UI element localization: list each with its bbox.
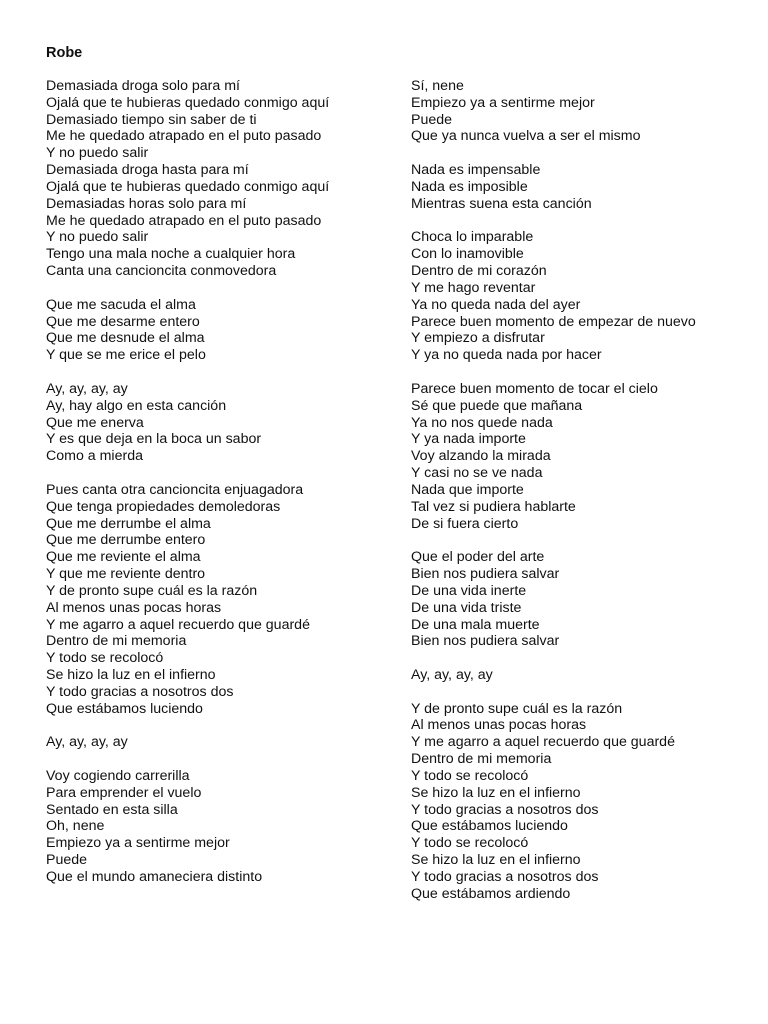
lyric-line: Nada es imposible <box>411 178 528 195</box>
stanza-left-2 <box>46 297 386 364</box>
lyric-line: Voy cogiendo carrerilla <box>46 767 190 784</box>
lyric-line: Con lo inamovible <box>411 246 524 263</box>
lyric-line: Y todo se recolocó <box>46 650 164 667</box>
lyric-line: Y que me reviente dentro <box>46 566 206 583</box>
lyric-line: Ay, ay, ay, ay <box>411 666 493 683</box>
lyric-line: Que el poder del arte <box>411 549 545 566</box>
lyric-line: Y ya no queda nada por hacer <box>411 347 602 364</box>
lyric-line: Canta una cancioncita conmovedora <box>46 263 277 280</box>
lyric-line: Y todo gracias a nosotros dos <box>46 683 234 700</box>
lyric-line: Ay, hay algo en esta canción <box>46 397 227 414</box>
stanza-left-6 <box>46 768 386 886</box>
stanza-right-2 <box>411 162 751 212</box>
lyric-line: Y no puedo salir <box>46 229 149 246</box>
lyric-line: Se hizo la luz en el infierno <box>411 852 581 869</box>
lyric-line: Ya no queda nada del ayer <box>411 296 581 313</box>
lyric-line: Me he quedado atrapado en el puto pasado <box>46 128 322 145</box>
lyric-line: Que me sacuda el alma <box>46 296 196 313</box>
lyric-line: Que me reviente el alma <box>46 549 201 566</box>
lyrics-column-left <box>46 78 386 903</box>
lyric-line: De si fuera cierto <box>411 515 519 532</box>
lyric-line: Que me desarme entero <box>46 313 200 330</box>
lyric-line: Que me derrumbe entero <box>46 532 206 549</box>
lyric-line: Y todo se recolocó <box>411 767 529 784</box>
lyric-line: Empiezo ya a sentirme mejor <box>46 835 230 852</box>
lyric-line: Ay, ay, ay, ay <box>46 734 128 751</box>
lyric-line: Al menos unas pocas horas <box>411 717 587 734</box>
lyric-line: Que me derrumbe el alma <box>46 515 211 532</box>
stanza-right-3 <box>411 229 751 364</box>
lyric-line: De una vida triste <box>411 599 522 616</box>
lyric-line: Nada que importe <box>411 481 524 498</box>
stanza-right-5 <box>411 549 751 650</box>
lyric-line: Y me agarro a aquel recuerdo que guardé <box>46 616 310 633</box>
stanza-right-7 <box>411 701 751 903</box>
lyric-line: Dentro de mi corazón <box>411 263 547 280</box>
lyric-line: Y me agarro a aquel recuerdo que guardé <box>411 734 675 751</box>
lyric-line: Parece buen momento de empezar de nuevo <box>411 313 696 330</box>
lyric-line: Demasiadas horas solo para mí <box>46 195 247 212</box>
lyric-line: Y que se me erice el pelo <box>46 347 206 364</box>
lyric-line: Que tenga propiedades demoledoras <box>46 498 281 515</box>
stanza-left-5 <box>46 734 386 751</box>
lyric-line: Y todo se recolocó <box>411 835 529 852</box>
lyric-line: Se hizo la luz en el infierno <box>46 666 216 683</box>
lyric-line: Que estábamos luciendo <box>411 818 568 835</box>
lyric-line: Al menos unas pocas horas <box>46 599 222 616</box>
lyric-line: Puede <box>411 111 453 128</box>
lyric-line: Tal vez si pudiera hablarte <box>411 498 576 515</box>
lyric-line: Sé que puede que mañana <box>411 397 583 414</box>
lyric-line: Sí, nene <box>411 78 464 94</box>
lyric-line: Empiezo ya a sentirme mejor <box>411 94 595 111</box>
lyric-line: Pues canta otra cancioncita enjuagadora <box>46 481 304 498</box>
stanza-right-1 <box>411 78 751 145</box>
lyric-line: Me he quedado atrapado en el puto pasado <box>46 212 322 229</box>
lyric-line: Que me desnude el alma <box>46 330 205 347</box>
lyrics-column-right <box>411 78 751 919</box>
stanza-left-4 <box>46 482 386 718</box>
lyric-line: Demasiada droga hasta para mí <box>46 162 249 179</box>
stanza-right-6 <box>411 667 751 684</box>
lyric-line: De una mala muerte <box>411 616 540 633</box>
lyric-line: Y de pronto supe cuál es la razón <box>46 582 258 599</box>
lyric-line: De una vida inerte <box>411 582 527 599</box>
lyric-line: Ojalá que te hubieras quedado conmigo aquí <box>46 94 330 111</box>
lyric-line: Choca lo imparable <box>411 229 534 246</box>
lyric-line: Que el mundo amaneciera distinto <box>46 868 263 885</box>
lyric-line: Y todo gracias a nosotros dos <box>411 868 599 885</box>
lyric-line: Ay, ay, ay, ay <box>46 380 128 397</box>
lyric-line: Dentro de mi memoria <box>46 633 187 650</box>
stanza-right-4 <box>411 381 751 532</box>
lyric-line: Nada es impensable <box>411 162 541 179</box>
lyric-line: Demasiada droga solo para mí <box>46 78 240 94</box>
lyric-line: Como a mierda <box>46 448 143 465</box>
lyric-line: Bien nos pudiera salvar <box>411 566 560 583</box>
lyric-line: Tengo una mala noche a cualquier hora <box>46 246 296 263</box>
song-title: Robe <box>46 45 83 61</box>
lyric-line: Oh, nene <box>46 818 105 835</box>
lyric-line: Y me hago reventar <box>411 279 536 296</box>
lyric-line: Sentado en esta silla <box>46 801 178 818</box>
stanza-left-3 <box>46 381 386 465</box>
lyric-line: Puede <box>46 852 88 869</box>
lyric-line: Que estábamos ardiendo <box>411 885 571 902</box>
lyric-line: Mientras suena esta canción <box>411 195 592 212</box>
lyric-line: Y ya nada importe <box>411 431 526 448</box>
lyric-line: Y es que deja en la boca un sabor <box>46 431 262 448</box>
lyric-line: Parece buen momento de tocar el cielo <box>411 380 658 397</box>
lyric-line: Dentro de mi memoria <box>411 751 552 768</box>
lyric-line: Voy alzando la mirada <box>411 448 551 465</box>
lyric-line: Bien nos pudiera salvar <box>411 633 560 650</box>
lyric-line: Y de pronto supe cuál es la razón <box>411 700 623 717</box>
lyric-line: Que ya nunca vuelva a ser el mismo <box>411 128 641 145</box>
lyric-line: Que estábamos luciendo <box>46 700 203 717</box>
lyric-line: Y no puedo salir <box>46 145 149 162</box>
stanza-left-1 <box>46 78 386 280</box>
lyric-line: Y todo gracias a nosotros dos <box>411 801 599 818</box>
lyric-line: Demasiado tiempo sin saber de ti <box>46 111 257 128</box>
lyric-line: Ya no nos quede nada <box>411 414 553 431</box>
lyric-line: Se hizo la luz en el infierno <box>411 784 581 801</box>
lyric-line: Que me enerva <box>46 414 144 431</box>
lyric-line: Y casi no se ve nada <box>411 465 543 482</box>
lyric-line: Para emprender el vuelo <box>46 784 202 801</box>
lyric-line: Ojalá que te hubieras quedado conmigo aquí <box>46 178 330 195</box>
lyric-line: Y empiezo a disfrutar <box>411 330 545 347</box>
